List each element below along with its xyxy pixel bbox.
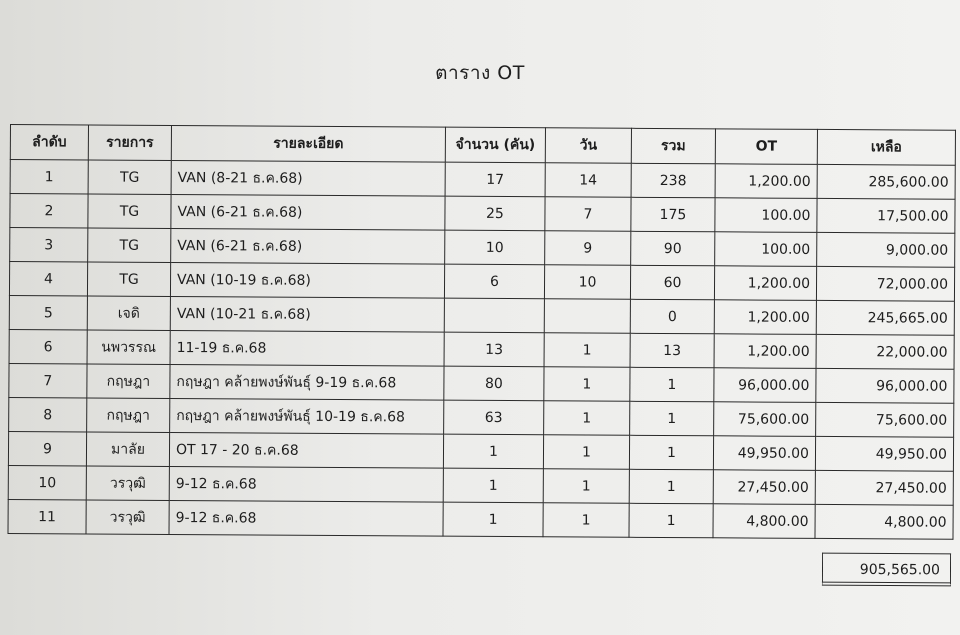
cell-detail: 9-12 ธ.ค.68 <box>169 466 443 502</box>
cell-item: นพวรรณ <box>87 330 170 365</box>
cell-item: TG <box>88 160 171 195</box>
cell-total: 1 <box>630 367 714 402</box>
table-row <box>10 228 955 268</box>
cell-item: มาลัย <box>86 432 169 467</box>
cell-ot: 27,450.00 <box>713 470 815 505</box>
cell-item: วรวุฒิ <box>86 466 169 501</box>
cell-detail: 9-12 ธ.ค.68 <box>169 500 443 536</box>
header-remain: เหลือ <box>817 129 955 165</box>
cell-total: 90 <box>631 231 715 266</box>
cell-no: 8 <box>9 397 87 431</box>
cell-ot: 4,800.00 <box>713 504 815 539</box>
table-row <box>9 262 954 302</box>
cell-ot: 1,200.00 <box>714 300 816 335</box>
cell-ot: 96,000.00 <box>714 368 816 403</box>
cell-total: 1 <box>629 469 713 504</box>
header-ot: OT <box>715 129 817 165</box>
cell-total: 60 <box>630 265 714 300</box>
cell-qty: 17 <box>445 162 545 197</box>
cell-remain: 22,000.00 <box>816 334 954 369</box>
cell-detail: VAN (6-21 ธ.ค.68) <box>171 194 445 230</box>
cell-total: 1 <box>630 401 714 436</box>
cell-no: 9 <box>8 431 86 465</box>
table-row <box>10 160 955 200</box>
cell-detail: 11-19 ธ.ค.68 <box>170 330 444 366</box>
cell-no: 7 <box>9 363 87 397</box>
table-row <box>9 295 954 335</box>
table-row <box>9 329 954 369</box>
grand-total: 905,565.00 <box>822 553 951 587</box>
cell-detail: VAN (10-19 ธ.ค.68) <box>170 262 444 298</box>
cell-qty: 25 <box>445 196 545 231</box>
cell-no: 1 <box>10 160 88 194</box>
cell-detail: VAN (10-21 ธ.ค.68) <box>170 296 444 332</box>
cell-days: 9 <box>545 231 631 266</box>
cell-days: 1 <box>543 469 629 504</box>
cell-item: TG <box>88 228 171 263</box>
cell-remain: 4,800.00 <box>815 504 953 539</box>
cell-remain: 9,000.00 <box>817 232 955 267</box>
header-detail: รายละเอียด <box>171 125 445 162</box>
cell-ot: 75,600.00 <box>714 402 816 437</box>
header-row <box>10 125 955 166</box>
cell-item: กฤษฎา <box>87 398 170 433</box>
cell-total: 238 <box>631 163 715 198</box>
table-row <box>9 397 954 437</box>
cell-total: 1 <box>629 435 713 470</box>
cell-qty: 10 <box>445 230 545 265</box>
cell-ot: 100.00 <box>715 232 817 267</box>
cell-item: วรวุฒิ <box>86 500 169 535</box>
cell-detail: VAN (8-21 ธ.ค.68) <box>171 160 445 196</box>
table-row <box>10 194 955 234</box>
cell-remain: 49,950.00 <box>815 436 953 471</box>
cell-days <box>544 299 630 334</box>
cell-qty: 63 <box>444 400 544 435</box>
cell-ot: 1,200.00 <box>714 266 816 301</box>
cell-no: 4 <box>9 262 87 296</box>
table-row <box>8 431 953 471</box>
cell-days: 14 <box>545 163 631 198</box>
cell-total: 13 <box>630 333 714 368</box>
cell-detail: กฤษฎา คล้ายพงษ์พันธุ์ 10-19 ธ.ค.68 <box>170 398 444 434</box>
cell-no: 11 <box>8 499 86 533</box>
cell-no: 10 <box>8 465 86 499</box>
cell-remain: 96,000.00 <box>816 368 954 403</box>
cell-remain: 285,600.00 <box>817 164 955 199</box>
cell-days: 1 <box>543 503 629 538</box>
cell-detail: VAN (6-21 ธ.ค.68) <box>171 228 445 264</box>
cell-days: 1 <box>544 401 630 436</box>
table-row <box>9 363 954 403</box>
cell-remain: 75,600.00 <box>816 402 954 437</box>
cell-days: 10 <box>544 265 630 300</box>
cell-ot: 49,950.00 <box>713 436 815 471</box>
cell-remain: 72,000.00 <box>816 266 954 301</box>
cell-item: เจดิ <box>87 296 170 331</box>
cell-item: กฤษฎา <box>87 364 170 399</box>
cell-qty: 13 <box>444 332 544 367</box>
cell-qty: 80 <box>444 366 544 401</box>
cell-no: 2 <box>10 194 88 228</box>
cell-ot: 100.00 <box>715 198 817 233</box>
cell-remain: 17,500.00 <box>817 198 955 233</box>
cell-detail: กฤษฎา คล้ายพงษ์พันธุ์ 9-19 ธ.ค.68 <box>170 364 444 400</box>
cell-qty: 1 <box>443 468 543 503</box>
header-total: รวม <box>631 128 715 164</box>
cell-no: 3 <box>10 228 88 262</box>
cell-item: TG <box>87 262 170 297</box>
ot-table <box>7 124 955 540</box>
header-days: วัน <box>545 128 631 164</box>
cell-total: 1 <box>629 503 713 538</box>
cell-detail: OT 17 - 20 ธ.ค.68 <box>169 432 443 468</box>
cell-no: 5 <box>9 295 87 329</box>
cell-qty: 1 <box>443 434 543 469</box>
cell-remain: 27,450.00 <box>815 470 953 505</box>
header-item: รายการ <box>88 125 171 161</box>
header-qty: จำนวน (คัน) <box>445 127 545 163</box>
cell-total: 0 <box>630 299 714 334</box>
header-no: ลำดับ <box>10 125 88 160</box>
cell-days: 1 <box>544 367 630 402</box>
cell-total: 175 <box>631 197 715 232</box>
cell-qty <box>444 298 544 333</box>
table-row <box>8 499 953 539</box>
cell-ot: 1,200.00 <box>714 334 816 369</box>
cell-qty: 1 <box>443 502 543 537</box>
cell-ot: 1,200.00 <box>715 164 817 199</box>
cell-days: 1 <box>544 333 630 368</box>
table-row <box>8 465 953 505</box>
cell-remain: 245,665.00 <box>816 300 954 335</box>
cell-item: TG <box>88 194 171 229</box>
cell-days: 1 <box>543 435 629 470</box>
cell-qty: 6 <box>444 264 544 299</box>
cell-days: 7 <box>545 197 631 232</box>
cell-no: 6 <box>9 329 87 363</box>
page-title: ตาราง OT <box>435 62 525 84</box>
